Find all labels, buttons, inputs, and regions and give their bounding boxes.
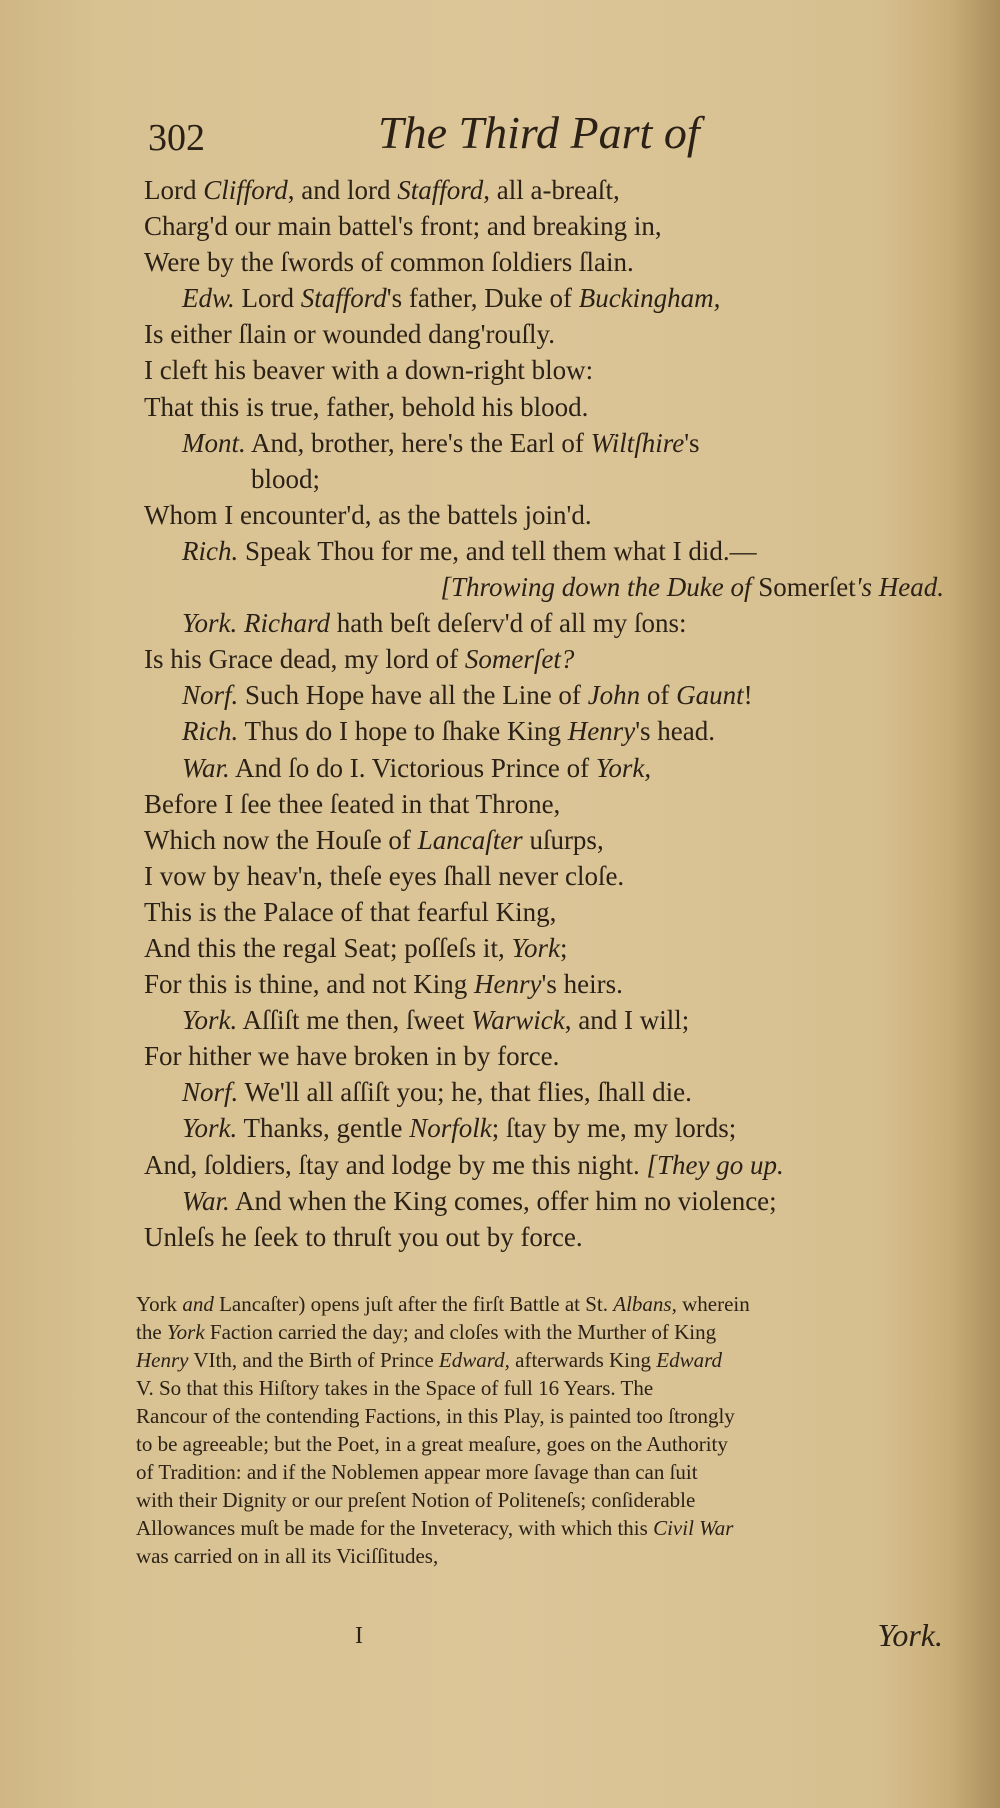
text-segment: War.	[182, 1185, 230, 1216]
text-segment: And ſo do I. Victorious Prince of	[229, 752, 596, 783]
text-segment: Lancaſter) opens juſt after the firſt Battle at St.	[213, 1292, 614, 1316]
verse-line	[144, 750, 944, 786]
text-segment: , all a-breaſt,	[483, 175, 620, 205]
verse-line	[144, 786, 944, 822]
text-segment: York.	[182, 1113, 238, 1144]
verse-line	[144, 569, 944, 605]
running-title: The Third Part of	[378, 107, 700, 158]
verse-line	[144, 713, 944, 749]
text-segment: Clifford	[203, 175, 288, 205]
text-segment: Rich.	[182, 716, 239, 747]
verse-line	[144, 822, 944, 858]
text-segment: Buckingham,	[578, 283, 721, 314]
text-segment: York.	[182, 1005, 238, 1036]
text-segment: of Tradition: and if the Noblemen appear more ſavage than can ſuit	[136, 1460, 698, 1484]
catchword: York.	[877, 1617, 943, 1653]
text-segment: For this is thine, and not King	[144, 969, 474, 1000]
verse-line	[144, 389, 944, 425]
text-segment: Edward,	[438, 1348, 510, 1372]
text-segment: Rancour of the contending Factions, in this Play, is painted too ſtrongly	[136, 1404, 735, 1428]
text-segment: 's Head.	[855, 572, 944, 603]
text-segment: Rich.	[182, 535, 239, 566]
text-segment: This is the Palace of that fearful King,	[144, 896, 557, 927]
text-segment: , and lord	[287, 175, 398, 205]
verse-line	[144, 461, 944, 497]
text-segment: Edw.	[182, 283, 235, 314]
text-segment: and	[182, 1292, 214, 1316]
verse-line	[144, 677, 944, 713]
text-segment: Somerſet	[758, 572, 856, 603]
text-segment: afterwards King	[509, 1348, 657, 1372]
verse-line	[144, 425, 944, 461]
verse-line	[144, 244, 944, 280]
note-line	[136, 1458, 943, 1486]
text-segment: was carried on in all its Viciſſitudes,	[136, 1544, 439, 1568]
text-segment: Somerſet?	[464, 644, 575, 675]
text-segment: Such Hope have all the Line of	[238, 680, 588, 711]
text-segment: That this is true, father, behold his blood.	[144, 391, 589, 422]
text-segment: Warwick	[471, 1005, 565, 1036]
text-segment: Whom I encounter'd, as the battels join'd.	[144, 499, 592, 530]
text-segment: Henry	[136, 1348, 189, 1372]
text-segment: Norf.	[182, 680, 239, 711]
note-line	[136, 1402, 943, 1430]
text-segment: Lord	[234, 283, 301, 314]
text-segment: Stafford	[397, 175, 484, 205]
text-segment: Charg'd our main battel's front; and breaking in,	[144, 211, 662, 242]
verse-line	[144, 497, 944, 533]
text-segment: Mont.	[182, 427, 246, 458]
text-segment: And, brother, here's the Earl of	[245, 427, 591, 458]
verse-line	[144, 966, 944, 1002]
note-line	[136, 1290, 943, 1318]
text-segment: ; ſtay by me, my lords;	[491, 1113, 737, 1144]
text-segment: uſurps,	[522, 824, 604, 855]
verse-line	[144, 280, 944, 316]
text-segment: War.	[182, 752, 230, 783]
text-segment: Richard	[244, 608, 331, 639]
text-segment: wherein	[676, 1292, 750, 1316]
text-segment: VIth, and the Birth of Prince	[188, 1348, 439, 1372]
text-segment: Gaunt	[676, 680, 744, 711]
verse-line	[144, 1074, 944, 1110]
text-segment: York	[166, 1320, 205, 1344]
text-segment: 's father, Duke of	[386, 283, 579, 314]
verse-line	[144, 1110, 944, 1146]
text-segment: Is either ſlain or wounded dang'rouſly.	[144, 319, 556, 350]
verse-line	[144, 208, 944, 244]
text-segment: with their Dignity or our preſent Notion of Politeneſs; conſiderable	[136, 1488, 696, 1512]
text-segment: Thanks, gentle	[237, 1113, 410, 1144]
text-segment: 's heirs.	[541, 969, 623, 1000]
text-segment: I cleft his beaver with a down-right blow:	[144, 355, 594, 386]
text-segment: hath beſt deſerv'd of all my ſons:	[330, 608, 687, 639]
text-segment: I vow by heav'n, theſe eyes ſhall never cloſe.	[144, 860, 625, 891]
text-segment: Thus do I hope to ſhake King	[238, 716, 568, 747]
text-segment: Speak Thou for me, and tell them what I did.—	[238, 535, 757, 566]
verse-line	[144, 533, 944, 569]
note-line	[136, 1430, 943, 1458]
text-segment: Faction carried the day; and cloſes with the Murther of King	[204, 1320, 717, 1344]
verse-line	[144, 172, 944, 208]
text-segment: Aſſiſt me then, ſweet	[237, 1005, 472, 1036]
text-segment: Civil War	[653, 1516, 734, 1540]
verse-line	[144, 641, 944, 677]
text-segment: blood;	[251, 463, 321, 494]
text-segment: Which now the Houſe of	[144, 824, 418, 855]
verse-line	[144, 894, 944, 930]
text-segment: And, ſoldiers, ſtay and lodge by me this night.	[144, 1149, 647, 1180]
verse-line	[144, 1038, 944, 1074]
footnote	[136, 1290, 943, 1570]
text-segment: Before I ſee thee ſeated in that Throne,	[144, 788, 561, 819]
text-segment: Henry	[474, 969, 542, 1000]
verse-line	[144, 352, 944, 388]
text-segment: Lancaſter	[417, 824, 523, 855]
text-segment: of	[640, 680, 677, 711]
text-segment: Norfolk	[409, 1113, 492, 1144]
note-line	[136, 1346, 943, 1374]
text-segment: York,	[595, 752, 652, 783]
text-segment: York	[136, 1292, 183, 1316]
verse-line	[144, 1219, 944, 1255]
note-line	[136, 1374, 943, 1402]
text-segment: Unleſs he ſeek to thruſt you out by force.	[144, 1221, 583, 1252]
verse-line	[144, 605, 944, 641]
note-line	[136, 1318, 943, 1346]
play-verse	[144, 172, 944, 1255]
text-segment: Is his Grace dead, my lord of	[144, 644, 465, 675]
verse-line	[144, 1002, 944, 1038]
text-segment: York	[511, 932, 560, 963]
text-segment: Lord	[144, 175, 204, 205]
verse-line	[144, 858, 944, 894]
text-segment: John	[587, 680, 641, 711]
note-line	[136, 1514, 943, 1542]
text-segment: !	[743, 680, 753, 711]
text-segment: Albans,	[613, 1292, 677, 1316]
text-segment: to be agreeable; but the Poet, in a great meaſure, goes on the Authority	[136, 1432, 728, 1456]
text-segment: Norf.	[182, 1077, 239, 1108]
text-segment: Stafford	[300, 283, 387, 314]
text-segment: [They go up.	[646, 1149, 784, 1180]
page-header	[148, 106, 943, 164]
verse-line	[144, 1147, 944, 1183]
verse-line	[144, 1183, 944, 1219]
text-segment: , and I will;	[564, 1005, 690, 1036]
text-segment: Edward	[656, 1348, 722, 1372]
text-segment: Were by the ſwords of common ſoldiers ſlain.	[144, 247, 634, 278]
text-segment: [Throwing down the Duke of	[440, 572, 759, 603]
signature-mark: I	[355, 1623, 363, 1649]
page-number: 302	[148, 117, 205, 159]
text-segment: York.	[182, 608, 238, 639]
text-segment: Henry	[567, 716, 636, 747]
text-segment: And this the regal Seat; poſſeſs it,	[144, 932, 512, 963]
text-segment: ;	[559, 932, 568, 963]
text-segment: We'll all aſſiſt you; he, that flies, ſhall die.	[238, 1077, 692, 1108]
text-segment: For hither we have broken in by force.	[144, 1041, 560, 1072]
text-segment: Allowances muſt be made for the Inveteracy, with which this	[136, 1516, 654, 1540]
text-segment: 's	[684, 427, 700, 458]
note-line	[136, 1542, 943, 1570]
verse-line	[144, 930, 944, 966]
text-segment: 's head.	[635, 716, 716, 747]
text-segment: V. So that this Hiſtory takes in the Space of full 16 Years. The	[136, 1376, 654, 1400]
note-line	[136, 1486, 943, 1514]
text-segment: the	[136, 1320, 167, 1344]
text-segment: And when the King comes, offer him no violence;	[229, 1185, 777, 1216]
verse-line	[144, 316, 944, 352]
text-segment: Wiltſhire	[590, 427, 685, 458]
